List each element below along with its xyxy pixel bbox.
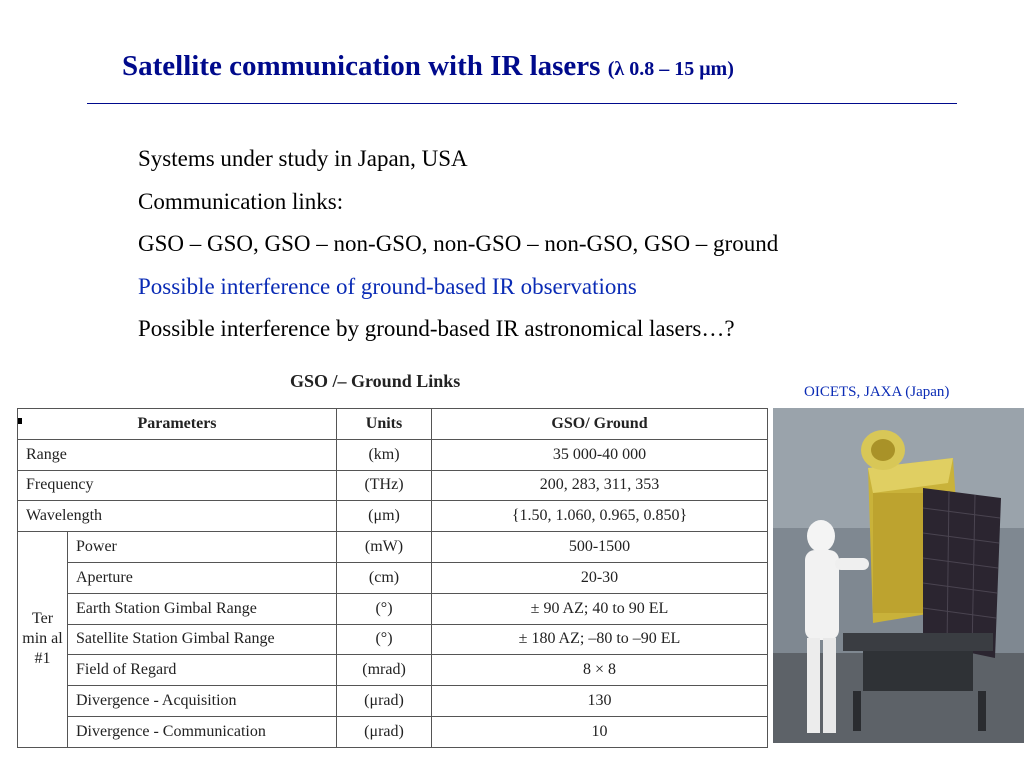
header-units: Units bbox=[337, 409, 432, 440]
table-row bbox=[18, 624, 768, 655]
parameters-table bbox=[17, 408, 768, 748]
bullet-item: GSO – GSO, GSO – non-GSO, non-GSO – non-GSO, GSO – ground bbox=[138, 231, 779, 256]
param-cell: Satellite Station Gimbal Range bbox=[68, 624, 337, 655]
table-row bbox=[18, 593, 768, 624]
bullet-item: Possible interference by ground-based IR astronomical lasers…? bbox=[138, 316, 735, 341]
value-cell: 10 bbox=[432, 716, 768, 747]
satellite-illustration bbox=[773, 408, 1024, 743]
table-row bbox=[18, 439, 768, 470]
unit-cell: (μm) bbox=[337, 501, 432, 532]
table-row bbox=[18, 501, 768, 532]
param-cell: Frequency bbox=[18, 470, 337, 501]
bullet-item: Systems under study in Japan, USA bbox=[138, 146, 468, 171]
slide-title-wavelength: (λ 0.8 – 15 μm) bbox=[607, 58, 734, 80]
value-cell: 200, 283, 311, 353 bbox=[432, 470, 768, 501]
unit-cell: (mW) bbox=[337, 532, 432, 563]
unit-cell: (THz) bbox=[337, 470, 432, 501]
header-gso-ground: GSO/ Ground bbox=[432, 409, 768, 440]
param-cell: Divergence - Acquisition bbox=[68, 686, 337, 717]
value-cell: ± 90 AZ; 40 to 90 EL bbox=[432, 593, 768, 624]
table-row bbox=[18, 562, 768, 593]
table-row bbox=[18, 655, 768, 686]
table-header-row bbox=[18, 409, 768, 440]
bullet-item: Communication links: bbox=[138, 188, 344, 214]
param-cell: Range bbox=[18, 439, 337, 470]
satellite-photo bbox=[773, 408, 1024, 743]
value-cell: 500-1500 bbox=[432, 532, 768, 563]
param-cell: Divergence - Communication bbox=[68, 716, 337, 747]
table-row bbox=[18, 686, 768, 717]
param-cell: Field of Regard bbox=[68, 655, 337, 686]
value-cell: 130 bbox=[432, 686, 768, 717]
param-cell: Power bbox=[68, 532, 337, 563]
param-cell: Earth Station Gimbal Range bbox=[68, 593, 337, 624]
unit-cell: (°) bbox=[337, 624, 432, 655]
terminal-label: Ter min al #1 bbox=[18, 532, 68, 748]
header-parameters: Parameters bbox=[18, 409, 337, 440]
table-row bbox=[18, 532, 768, 563]
bullet-list bbox=[138, 138, 778, 351]
table-row bbox=[18, 470, 768, 501]
bullet-item-highlight: Possible interference of ground-based IR observations bbox=[138, 273, 637, 299]
slide-title-main: Satellite communication with IR lasers bbox=[122, 50, 601, 82]
unit-cell: (mrad) bbox=[337, 655, 432, 686]
table-title: GSO /– Ground Links bbox=[290, 371, 461, 391]
value-cell: {1.50, 1.060, 0.965, 0.850} bbox=[432, 501, 768, 532]
param-cell: Wavelength bbox=[18, 501, 337, 532]
value-cell: 35 000-40 000 bbox=[432, 439, 768, 470]
unit-cell: (km) bbox=[337, 439, 432, 470]
unit-cell: (cm) bbox=[337, 562, 432, 593]
table-row bbox=[18, 716, 768, 747]
slide-title bbox=[122, 50, 734, 83]
unit-cell: (μrad) bbox=[337, 686, 432, 717]
title-divider bbox=[87, 103, 957, 104]
unit-cell: (μrad) bbox=[337, 716, 432, 747]
value-cell: 20-30 bbox=[432, 562, 768, 593]
photo-caption: OICETS, JAXA (Japan) bbox=[804, 384, 950, 400]
unit-cell: (°) bbox=[337, 593, 432, 624]
value-cell: ± 180 AZ; –80 to –90 EL bbox=[432, 624, 768, 655]
param-cell: Aperture bbox=[68, 562, 337, 593]
value-cell: 8 × 8 bbox=[432, 655, 768, 686]
